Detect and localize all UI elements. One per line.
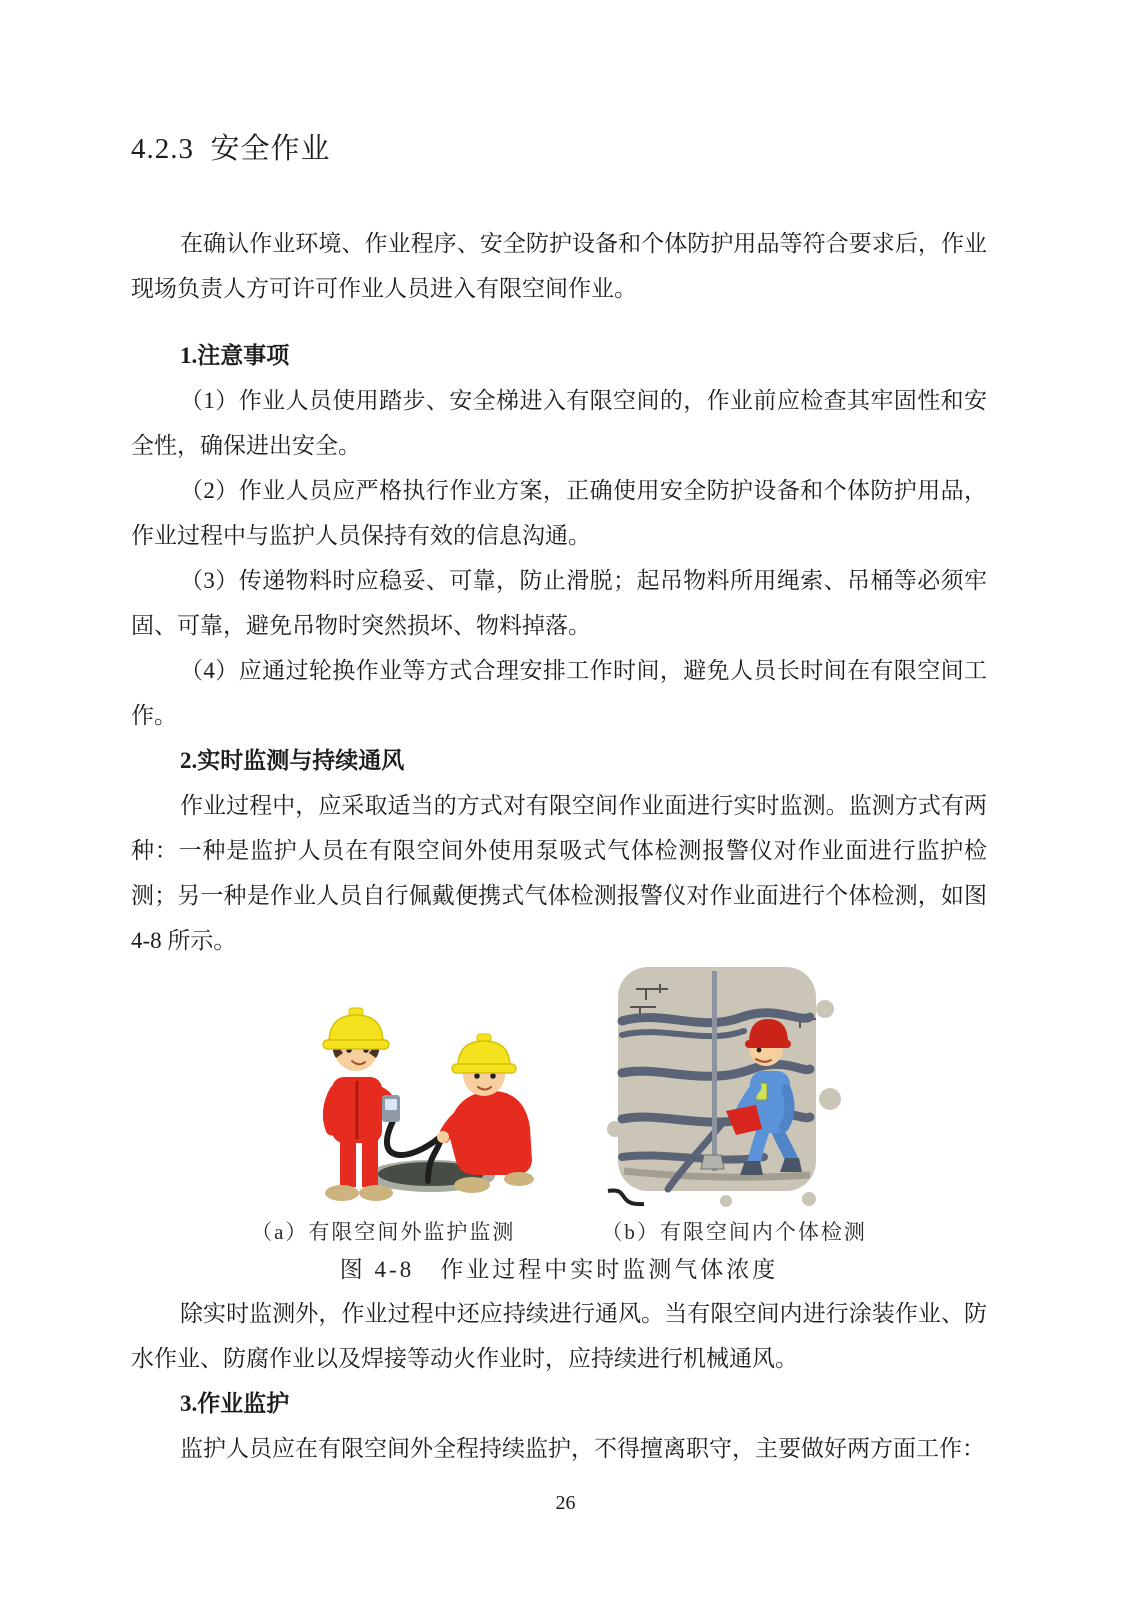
yellow-helmet bbox=[452, 1034, 516, 1073]
sampling-tube bbox=[387, 1119, 440, 1155]
section-heading: 4.2.3 安全作业 bbox=[131, 133, 331, 165]
page-content bbox=[131, 126, 987, 1471]
figure-panel-captions bbox=[131, 1217, 987, 1247]
figure-4-8 bbox=[131, 973, 987, 1211]
hanging-bucket bbox=[701, 1155, 724, 1169]
vertical-pole bbox=[712, 971, 717, 1171]
worker-in-cable-tunnel-illustration bbox=[604, 959, 842, 1211]
section-2-paragraph: 作业过程中，应采取适当的方式对有限空间作业面进行实时监测。监测方式有两种：一种是监护人员在有限空间外使用泵吸式气体检测报警仪对作业面进行监护检测；另一种是作业人员自行佩戴便携式气体检测报警仪对作业面进行个体检测，如图 4-8 所示。 bbox=[131, 793, 987, 953]
figure-caption-a: （a）有限空间外监护监测 bbox=[251, 1220, 516, 1244]
list-item-1: （1）作业人员使用踏步、安全梯进入有限空间的，作业前应检查其牢固性和安全性，确保进出安全。 bbox=[131, 388, 987, 458]
subsection-3-title: 3.作业监护 bbox=[180, 1391, 290, 1416]
section-3-paragraph: 监护人员应在有限空间外全程持续监护，不得擅离职守，主要做好两方面工作： bbox=[180, 1436, 985, 1461]
intro-paragraph: 在确认作业环境、作业程序、安全防护设备和个体防护用品等符合要求后，作业现场负责人方可许可作业人员进入有限空间作业。 bbox=[131, 231, 987, 301]
subsection-2-title: 2.实时监测与持续通风 bbox=[180, 748, 405, 773]
yellow-helmet bbox=[323, 1008, 389, 1049]
figure-title: 图 4-8 作业过程中实时监测气体浓度 bbox=[339, 1257, 779, 1282]
list-item-2: （2）作业人员应严格执行作业方案，正确使用安全防护设备和个体防护用品，作业过程中与监护人员保持有效的信息沟通。 bbox=[131, 478, 987, 548]
list-item-3: （3）传递物料时应稳妥、可靠，防止滑脱；起吊物料所用绳索、吊桶等必须牢固、可靠，避免吊物时突然损坏、物料掉落。 bbox=[131, 568, 987, 638]
gas-detector-device bbox=[382, 1095, 400, 1122]
workers-monitoring-at-manhole-illustration bbox=[276, 979, 558, 1211]
list-item-4: （4）应通过轮换作业等方式合理安排工作时间，避免人员长时间在有限空间工作。 bbox=[131, 658, 987, 728]
page-number: 26 bbox=[555, 1492, 576, 1514]
figure-caption-b: （b）有限空间内个体检测 bbox=[601, 1220, 867, 1244]
ground-cable bbox=[608, 1190, 644, 1204]
after-figure-paragraph: 除实时监测外，作业过程中还应持续进行通风。当有限空间内进行涂装作业、防水作业、防腐作业以及焊接等动火作业时，应持续进行机械通风。 bbox=[131, 1301, 987, 1371]
subsection-1-title: 1.注意事项 bbox=[180, 343, 290, 368]
